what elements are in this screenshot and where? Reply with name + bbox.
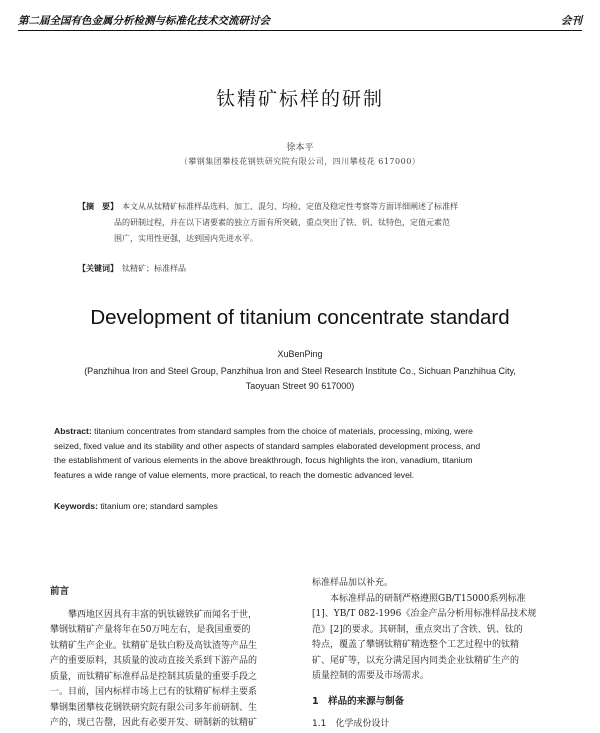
running-header <box>18 8 582 28</box>
chinese-abstract-text: 本文从从钛精矿标准样品选料、加工、混匀、均检、定值及稳定性考察等方面详细阐述了标准样 <box>122 202 458 211</box>
chinese-abstract <box>78 199 524 247</box>
english-affiliation-line: Taoyuan Street 90 617000) <box>245 381 355 391</box>
body-paragraph-line: [1]、YB/T 082-1996《冶金产品分析用标准样品技术规 <box>312 609 537 619</box>
section-1-heading: 1 样品的来源与制备 <box>312 695 405 707</box>
body-paragraph-line: 质量，而钛精矿标准样品是控制其质量的重要手段之 <box>50 671 258 682</box>
english-title: Development of titanium concentrate standard <box>90 306 510 329</box>
chinese-keywords-label: 【关键词】 <box>78 264 118 273</box>
chinese-author: 徐本平 <box>286 143 314 153</box>
english-abstract-label: Abstract: <box>54 426 92 436</box>
body-paragraph-line: 质量控制的需要及市场需求。 <box>312 671 430 681</box>
body-paragraph-line: 范》[2]的要求。其研制，重点突出了含铁、钒、钛的 <box>312 624 523 635</box>
english-abstract-line: seized, fixed value and its stability and other aspects of standard samples elaborated development process, and <box>54 440 481 451</box>
body-paragraph-line: 一。目前，国内标样市场上已有的钛精矿标样主要系 <box>50 687 258 697</box>
chinese-keywords <box>78 263 186 274</box>
header-rule <box>18 30 582 31</box>
english-abstract <box>54 424 560 482</box>
body-paragraph-line: 钛精矿生产企业。钛精矿是钛白粉及高钛渣等产品生 <box>50 640 258 651</box>
body-paragraph-line: 攀西地区因具有丰富的钒钛磁铁矿而闻名于世， <box>50 609 258 620</box>
english-author: XuBenPing <box>277 349 323 359</box>
heading-spacer <box>50 600 300 608</box>
body-paragraph-line: 标准样品加以补充。 <box>312 578 394 588</box>
body-paragraph-line: 产的重要原料，其质量的波动直接关系到下游产品的 <box>50 656 258 666</box>
english-affiliation <box>40 364 560 394</box>
running-header-left: 第二届全国有色金属分析检测与标准化技术交流研讨会 <box>18 15 270 27</box>
chinese-keywords-text: 钛精矿；标准样品 <box>122 264 186 273</box>
body-paragraph-line: 攀钢钛精矿产量将年在50万吨左右，是我国重要的 <box>50 625 251 635</box>
english-abstract-line <box>54 424 560 439</box>
english-abstract-line: the establishment of various elements in the above breakthrough, focus highlights the iron, vanadium, titanium <box>54 455 473 465</box>
section-spacer <box>312 685 572 694</box>
english-keywords-label: Keywords: <box>54 501 98 511</box>
body-right-column <box>312 576 572 733</box>
body-paragraph-line: 本标准样品的研制严格遵照GB/T15000系列标准 <box>312 593 526 604</box>
chinese-abstract-line: 围广，实用性更强，达到国内先进水平。 <box>114 234 258 243</box>
english-abstract-text: titanium concentrates from standard samples from the choice of materials, processing, mixing, were <box>91 426 473 436</box>
english-abstract-line: features a wide range of value elements, more practical, to reach the domestic advanced level. <box>54 469 415 480</box>
running-header-right: 会刊 <box>561 15 582 27</box>
section-spacer <box>312 709 572 717</box>
chinese-abstract-line <box>78 199 524 215</box>
english-affiliation-line: (Panzhihua Iron and Steel Group, Panzhihua Iron and Steel Research Institute Co., Sichuan Panzhihua City, <box>84 366 516 376</box>
body-paragraph-line: 攀钢集团攀枝花钢铁研究院有限公司多年前研制、生 <box>50 702 258 713</box>
body-left-column <box>50 584 300 732</box>
english-keywords <box>54 501 218 511</box>
body-paragraph-line: 产的，现已告罄，因此有必要开发、研制新的钛精矿 <box>50 718 258 728</box>
body-paragraph-line: 特点，覆盖了攀钢钛精矿精选整个工艺过程中的钛精 <box>312 640 520 650</box>
chinese-abstract-line: 品的研制过程，并在以下诸要素的独立方面有所突破，重点突出了铁、钒、钛特色，定值元素范 <box>114 218 450 227</box>
section-1-1-heading: 1.1 化学成份设计 <box>312 719 390 729</box>
chinese-title: 钛精矿标样的研制 <box>215 88 384 110</box>
chinese-affiliation: （攀钢集团攀枝花钢铁研究院有限公司，四川攀枝花 617000） <box>179 157 421 166</box>
preface-heading: 前言 <box>50 586 70 597</box>
chinese-abstract-label: 【摘 要】 <box>78 202 118 211</box>
body-paragraph-line: 矿、尾矿等，以充分满足国内同类企业钛精矿生产的 <box>312 655 520 666</box>
english-keywords-text: titanium ore; standard samples <box>97 501 218 511</box>
